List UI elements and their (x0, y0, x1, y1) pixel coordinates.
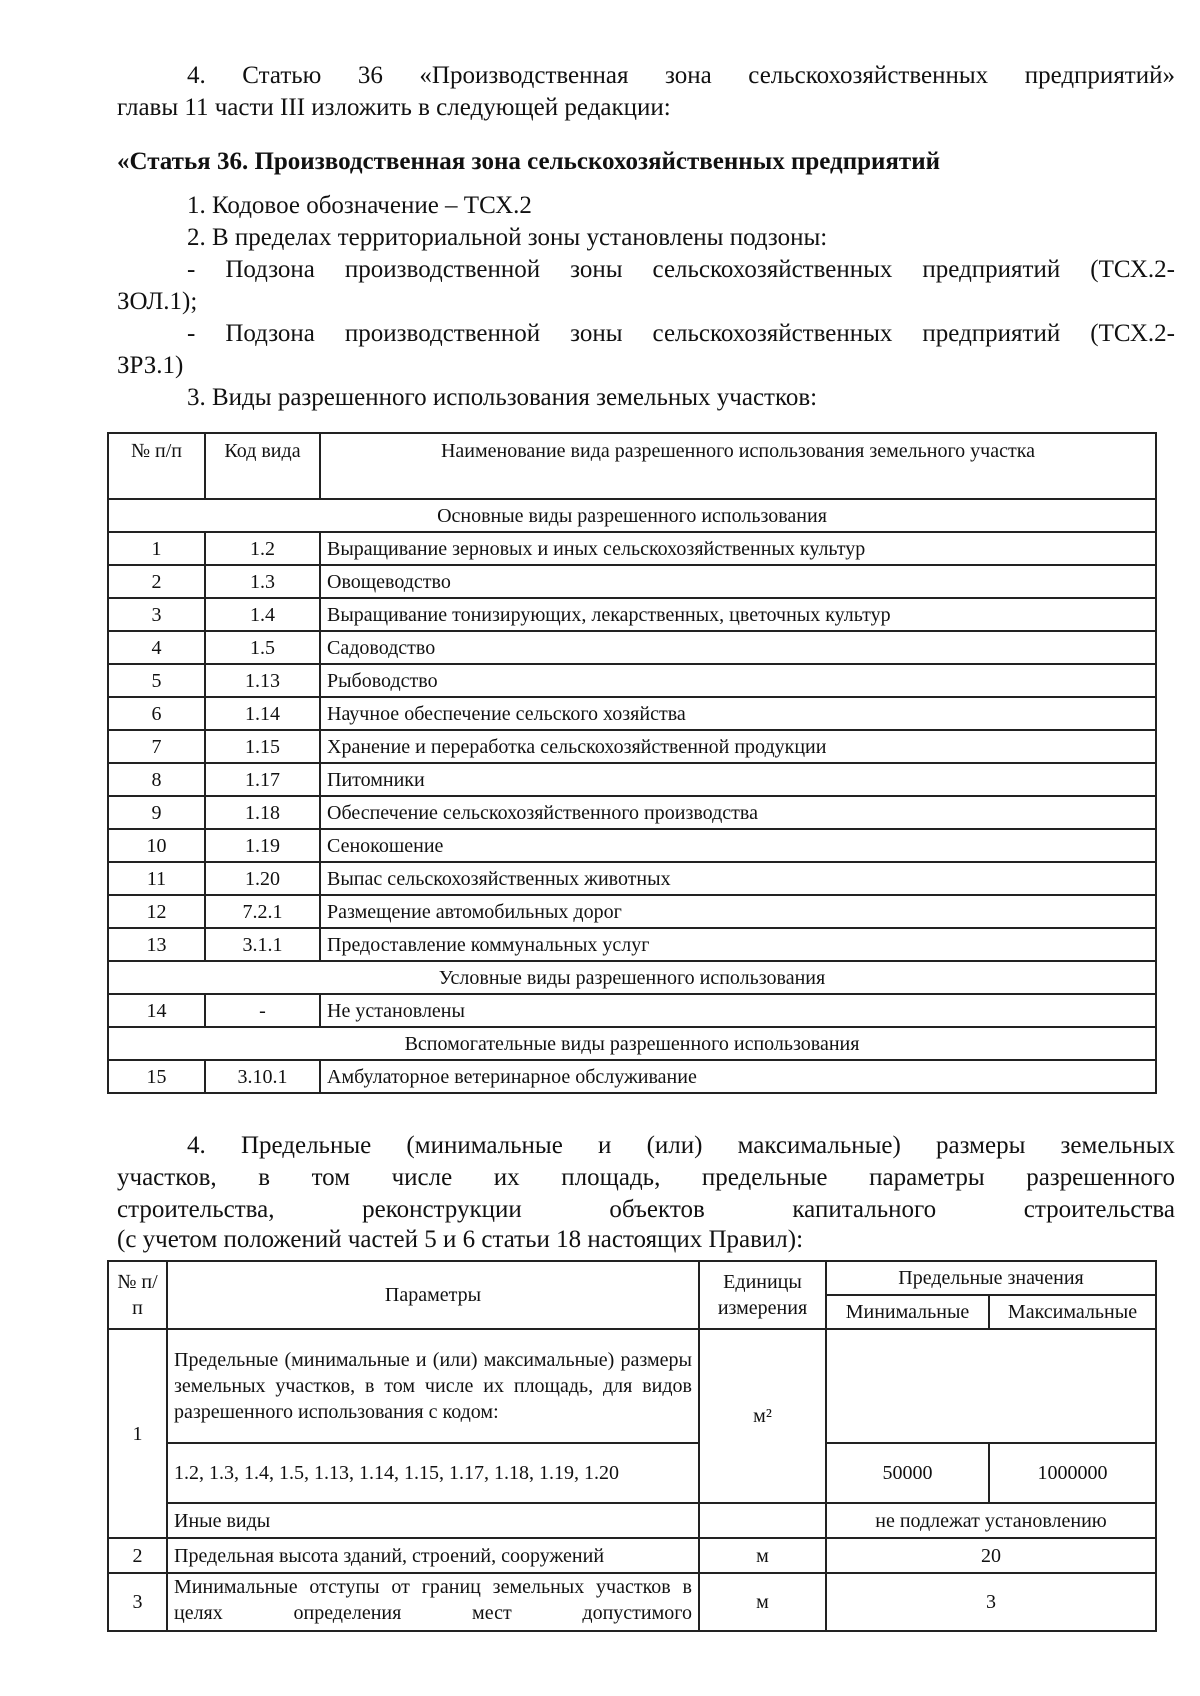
row-name: Выращивание тонизирующих, лекарственных, цветочных культур (320, 598, 1156, 631)
row-code: 1.3 (205, 565, 320, 598)
subzone-2-line-2: ЗРЗ.1) (117, 352, 184, 379)
row-name: Обеспечение сельскохозяйственного производства (320, 796, 1156, 829)
table-row (108, 1503, 1156, 1538)
intro-line-2: главы 11 части III изложить в следующей редакции: (117, 94, 671, 121)
table-row (108, 796, 1156, 829)
section-conditional-row (108, 961, 1156, 994)
subzone-2-line-1: - Подзона производственной зоны сельскохозяйственных предприятий (ТСХ.2- (187, 320, 1175, 347)
table-row (108, 697, 1156, 730)
row-num: 2 (108, 565, 205, 598)
table-row (108, 730, 1156, 763)
row-name: Амбулаторное ветеринарное обслуживание (320, 1060, 1156, 1093)
header-code: Код вида (205, 433, 320, 499)
table-row (108, 532, 1156, 565)
row3-value: 3 (826, 1573, 1156, 1631)
row-code: 7.2.1 (205, 895, 320, 928)
row-num: 8 (108, 763, 205, 796)
limits-header-params: Параметры (167, 1261, 699, 1329)
row-code: 1.15 (205, 730, 320, 763)
row-code: 1.19 (205, 829, 320, 862)
limits-header-min: Минимальные (826, 1295, 989, 1329)
table-row (108, 631, 1156, 664)
intro-line-1: 4. Статью 36 «Производственная зона сельскохозяйственных предприятий» (187, 62, 1175, 89)
table-row (108, 994, 1156, 1027)
row2-num: 2 (108, 1538, 167, 1573)
table-row (108, 1573, 1156, 1631)
row-name: Размещение автомобильных дорог (320, 895, 1156, 928)
table-row (108, 1538, 1156, 1573)
limits-intro-line-2: участков, в том числе их площадь, предельные параметры разрешенного (117, 1164, 1175, 1191)
row-code: 1.18 (205, 796, 320, 829)
header-name: Наименование вида разрешенного использования земельного участка (320, 433, 1156, 499)
row-num: 14 (108, 994, 205, 1027)
row-num: 15 (108, 1060, 205, 1093)
table-row (108, 928, 1156, 961)
row-code: 3.10.1 (205, 1060, 320, 1093)
uses-table-header (108, 433, 1156, 499)
table-row (108, 1060, 1156, 1093)
table-row (108, 565, 1156, 598)
limits-header-num: № п/п (108, 1261, 167, 1329)
row1-value-a-empty (826, 1329, 1156, 1443)
table-row (108, 1329, 1156, 1443)
section-auxiliary: Вспомогательные виды разрешенного использования (108, 1027, 1156, 1060)
row1-param-c: Иные виды (167, 1503, 699, 1538)
row-num: 11 (108, 862, 205, 895)
subzone-1-line-2: ЗОЛ.1); (117, 288, 198, 315)
row-num: 5 (108, 664, 205, 697)
row-num: 1 (108, 532, 205, 565)
table-row (108, 862, 1156, 895)
row1-param-b: 1.2, 1.3, 1.4, 1.5, 1.13, 1.14, 1.15, 1.17, 1.18, 1.19, 1.20 (167, 1443, 699, 1503)
row-num: 3 (108, 598, 205, 631)
article-heading: «Статья 36. Производственная зона сельскохозяйственных предприятий (117, 148, 941, 175)
row-name: Сенокошение (320, 829, 1156, 862)
row3-num: 3 (108, 1573, 167, 1631)
row-num: 12 (108, 895, 205, 928)
row-name: Выпас сельскохозяйственных животных (320, 862, 1156, 895)
row1-max-b: 1000000 (989, 1443, 1156, 1503)
table-row (108, 895, 1156, 928)
row-num: 9 (108, 796, 205, 829)
row-num: 13 (108, 928, 205, 961)
row-code: 1.20 (205, 862, 320, 895)
row-code: 1.13 (205, 664, 320, 697)
row1-min-b: 50000 (826, 1443, 989, 1503)
row-code: 1.14 (205, 697, 320, 730)
row-code: 1.4 (205, 598, 320, 631)
row-num: 4 (108, 631, 205, 664)
table-row (108, 1443, 1156, 1503)
limits-header-max: Максимальные (989, 1295, 1156, 1329)
row-code: - (205, 994, 320, 1027)
article-item-3: 3. Виды разрешенного использования земельных участков: (187, 384, 818, 411)
row-code: 1.17 (205, 763, 320, 796)
permitted-uses-table (107, 432, 1157, 1094)
row-num: 6 (108, 697, 205, 730)
row3-param: Минимальные отступы от границ земельных участков в целях определения мест допустимого (167, 1573, 699, 1631)
row-name: Хранение и переработка сельскохозяйственной продукции (320, 730, 1156, 763)
article-item-2: 2. В пределах территориальной зоны установлены подзоны: (187, 224, 828, 251)
row-name: Предоставление коммунальных услуг (320, 928, 1156, 961)
row-name: Овощеводство (320, 565, 1156, 598)
table-row (108, 829, 1156, 862)
row-name: Научное обеспечение сельского хозяйства (320, 697, 1156, 730)
row-name: Рыбоводство (320, 664, 1156, 697)
row-name: Не установлены (320, 994, 1156, 1027)
row2-param: Предельная высота зданий, строений, сооружений (167, 1538, 699, 1573)
row1-unit: м² (699, 1329, 826, 1503)
article-item-1: 1. Кодовое обозначение – ТСХ.2 (187, 192, 532, 219)
limits-table (107, 1260, 1157, 1632)
row-name: Питомники (320, 763, 1156, 796)
table-row (108, 598, 1156, 631)
row-name: Выращивание зерновых и иных сельскохозяйственных культур (320, 532, 1156, 565)
row1-param-a: Предельные (минимальные и (или) максимальные) размеры земельных участков, в том числе их площадь, для видов разрешенного использования с кодом: (167, 1329, 699, 1443)
row-num: 10 (108, 829, 205, 862)
row1-unit-c-empty (699, 1503, 826, 1538)
header-num: № п/п (108, 433, 205, 499)
section-conditional: Условные виды разрешенного использования (108, 961, 1156, 994)
row-code: 3.1.1 (205, 928, 320, 961)
limits-header-units: Единицы измерения (699, 1261, 826, 1329)
table-row (108, 664, 1156, 697)
row3-unit: м (699, 1573, 826, 1631)
row2-unit: м (699, 1538, 826, 1573)
limits-intro-line-4: (с учетом положений частей 5 и 6 статьи 18 настоящих Правил): (117, 1226, 804, 1253)
section-main-row (108, 499, 1156, 532)
row-name: Садоводство (320, 631, 1156, 664)
subzone-1-line-1: - Подзона производственной зоны сельскохозяйственных предприятий (ТСХ.2- (187, 256, 1175, 283)
limits-intro-line-3: строительства, реконструкции объектов капитального строительства (117, 1196, 1175, 1223)
section-main: Основные виды разрешенного использования (108, 499, 1156, 532)
row-code: 1.2 (205, 532, 320, 565)
table-row (108, 763, 1156, 796)
limits-intro-line-1: 4. Предельные (минимальные и (или) максимальные) размеры земельных (187, 1132, 1175, 1159)
row-code: 1.5 (205, 631, 320, 664)
row2-value: 20 (826, 1538, 1156, 1573)
limits-header-values: Предельные значения (826, 1261, 1156, 1295)
row1-value-c: не подлежат установлению (826, 1503, 1156, 1538)
row-num: 7 (108, 730, 205, 763)
section-auxiliary-row (108, 1027, 1156, 1060)
row1-num: 1 (108, 1329, 167, 1538)
